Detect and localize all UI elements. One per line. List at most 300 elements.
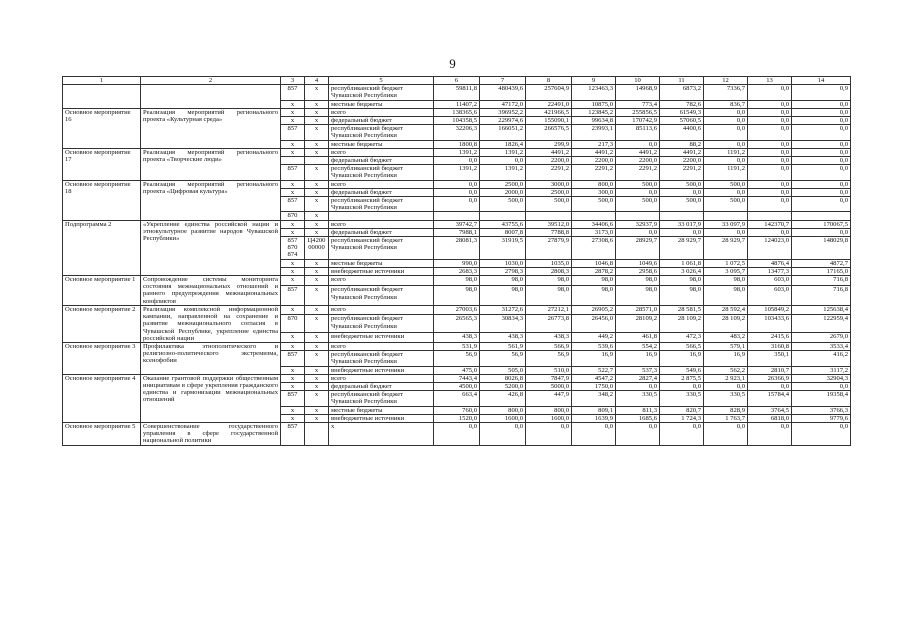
value-cell: 603,0 xyxy=(748,276,792,286)
value-cell: 0,0 xyxy=(748,180,792,188)
measure-title xyxy=(141,85,281,109)
value-cell: 0,0 xyxy=(660,228,704,236)
value-cell: 0,0 xyxy=(792,108,851,116)
value-cell: 2291,2 xyxy=(616,165,660,180)
value-cell: 426,8 xyxy=(480,391,526,406)
value-cell: 16,9 xyxy=(572,351,616,366)
value-cell: 809,1 xyxy=(572,406,616,414)
value-cell: 1600,0 xyxy=(480,414,526,422)
measure-name: Основное мероприятие 3 xyxy=(63,342,141,374)
value-cell: 1 061,8 xyxy=(660,259,704,267)
value-cell: 11407,2 xyxy=(434,100,480,108)
value-cell: 28571,0 xyxy=(616,305,660,315)
value-cell xyxy=(480,212,526,220)
measure-title: Оказание грантовой поддержки общественным инициативам в сфере укрепления гражданского единства и гармонизации межнациональных отношений xyxy=(141,374,281,422)
value-cell: 416,2 xyxy=(792,351,851,366)
table-row xyxy=(63,85,851,100)
measure-name: Основное мероприятие 5 xyxy=(63,422,141,445)
code-cell: 857 xyxy=(281,391,305,406)
value-cell: 396952,2 xyxy=(480,108,526,116)
value-cell: 1520,0 xyxy=(434,414,480,422)
value-cell: 98,0 xyxy=(572,286,616,305)
measure-name: Основное мероприятие 17 xyxy=(63,148,141,180)
source-cell: всего xyxy=(329,180,434,188)
column-header: 6 xyxy=(434,77,480,85)
value-cell xyxy=(526,212,572,220)
source-cell: внебюджетные источники xyxy=(329,366,434,374)
value-cell: 2200,0 xyxy=(572,157,616,165)
table-body xyxy=(63,85,851,445)
value-cell: 475,0 xyxy=(434,366,480,374)
value-cell: 23993,1 xyxy=(572,125,616,140)
value-cell: 579,1 xyxy=(704,342,748,350)
value-cell: 2878,2 xyxy=(572,267,616,275)
code-cell: х xyxy=(281,100,305,108)
value-cell: 0,0 xyxy=(748,117,792,125)
value-cell: 13477,3 xyxy=(748,267,792,275)
value-cell: 98,0 xyxy=(526,286,572,305)
value-cell: 142370,7 xyxy=(748,220,792,228)
code-cell: х xyxy=(305,374,329,382)
code-cell: х xyxy=(281,342,305,350)
source-cell: республиканский бюджет Чувашской Республики xyxy=(329,315,434,333)
value-cell: 2291,2 xyxy=(660,165,704,180)
value-cell: 1030,0 xyxy=(480,259,526,267)
value-cell: 461,8 xyxy=(616,333,660,343)
column-header: 9 xyxy=(572,77,616,85)
value-cell: 449,2 xyxy=(572,333,616,343)
budget-table xyxy=(62,76,851,446)
value-cell: 98,0 xyxy=(526,276,572,286)
source-cell: всего xyxy=(329,342,434,350)
value-cell: 500,0 xyxy=(660,197,704,212)
value-cell: 0,0 xyxy=(748,85,792,100)
value-cell: 716,8 xyxy=(792,276,851,286)
value-cell: 56,9 xyxy=(434,351,480,366)
code-cell: Ц4200 00000 xyxy=(305,237,329,260)
value-cell: 4491,2 xyxy=(616,148,660,156)
value-cell: 28929,7 xyxy=(616,237,660,260)
value-cell xyxy=(660,212,704,220)
value-cell: 9779,6 xyxy=(792,414,851,422)
value-cell: 1035,0 xyxy=(526,259,572,267)
code-cell: х xyxy=(305,212,329,220)
value-cell: 0,0 xyxy=(572,422,616,445)
value-cell: 0,0 xyxy=(792,382,851,390)
code-cell: х xyxy=(305,220,329,228)
value-cell: 27212,1 xyxy=(526,305,572,315)
value-cell: 2291,2 xyxy=(572,165,616,180)
value-cell: 123845,2 xyxy=(572,108,616,116)
value-cell: 0,0 xyxy=(748,382,792,390)
value-cell: 3 095,7 xyxy=(704,267,748,275)
measure-title: Реализация комплексной информационной кампании, направленной на сохранение и развитие межнационального согласия в Чувашской Республике, укрепление единства российской нации xyxy=(141,305,281,342)
value-cell: 88,2 xyxy=(660,140,704,148)
value-cell: 500,0 xyxy=(526,197,572,212)
value-cell: 800,0 xyxy=(572,180,616,188)
code-cell: 857 870 874 xyxy=(281,237,305,260)
value-cell: 483,2 xyxy=(704,333,748,343)
value-cell: 32937,9 xyxy=(616,220,660,228)
value-cell: 2679,0 xyxy=(792,333,851,343)
code-cell: х xyxy=(305,228,329,236)
value-cell: 800,0 xyxy=(526,406,572,414)
table-row xyxy=(63,305,851,315)
value-cell: 47172,0 xyxy=(480,100,526,108)
value-cell: 539,6 xyxy=(572,342,616,350)
value-cell: 348,2 xyxy=(572,391,616,406)
code-cell: 857 xyxy=(281,85,305,100)
value-cell: 1 072,5 xyxy=(704,259,748,267)
value-cell: 98,0 xyxy=(616,276,660,286)
code-cell: х xyxy=(281,220,305,228)
code-cell: х xyxy=(305,406,329,414)
value-cell: 531,9 xyxy=(434,342,480,350)
column-header: 10 xyxy=(616,77,660,85)
value-cell: 28 109,2 xyxy=(660,315,704,333)
value-cell: 2415,6 xyxy=(748,333,792,343)
code-cell: х xyxy=(305,180,329,188)
code-cell: х xyxy=(305,125,329,140)
value-cell: 1750,0 xyxy=(572,382,616,390)
value-cell: 0,0 xyxy=(792,140,851,148)
column-header: 7 xyxy=(480,77,526,85)
value-cell: 98,0 xyxy=(704,276,748,286)
value-cell: 98,0 xyxy=(480,286,526,305)
code-cell: х xyxy=(305,286,329,305)
value-cell: 98,0 xyxy=(704,286,748,305)
value-cell: 0,0 xyxy=(792,100,851,108)
table-row xyxy=(63,148,851,156)
value-cell: 3000,0 xyxy=(526,180,572,188)
value-cell: 98,0 xyxy=(616,286,660,305)
source-cell: республиканский бюджет Чувашской Республики xyxy=(329,351,434,366)
value-cell: 438,3 xyxy=(434,333,480,343)
measure-title: Сопровождение системы мониторинга состояния межнациональных отношений и раннего предупреждения межнациональных конфликтов xyxy=(141,276,281,306)
value-cell xyxy=(704,212,748,220)
code-cell: 857 xyxy=(281,351,305,366)
value-cell: 2200,0 xyxy=(526,157,572,165)
value-cell: 549,6 xyxy=(660,366,704,374)
code-cell: 857 xyxy=(281,197,305,212)
value-cell: 566,9 xyxy=(526,342,572,350)
source-cell: местные бюджеты xyxy=(329,259,434,267)
value-cell: 0,0 xyxy=(792,165,851,180)
value-cell: 7788,8 xyxy=(526,228,572,236)
value-cell: 330,5 xyxy=(616,391,660,406)
source-cell: всего xyxy=(329,148,434,156)
value-cell: 4491,2 xyxy=(572,148,616,156)
value-cell: 7336,7 xyxy=(704,85,748,100)
value-cell: 16,9 xyxy=(704,351,748,366)
value-cell: 0,0 xyxy=(748,422,792,445)
value-cell: 1600,0 xyxy=(526,414,572,422)
value-cell: 39742,7 xyxy=(434,220,480,228)
column-header: 12 xyxy=(704,77,748,85)
code-cell: х xyxy=(305,333,329,343)
value-cell: 0,0 xyxy=(748,100,792,108)
value-cell: 1191,2 xyxy=(704,148,748,156)
value-cell: 0,0 xyxy=(792,197,851,212)
code-cell: х xyxy=(281,414,305,422)
value-cell: 0,0 xyxy=(616,422,660,445)
column-header: 4 xyxy=(305,77,329,85)
value-cell: 0,0 xyxy=(748,140,792,148)
value-cell: 447,9 xyxy=(526,391,572,406)
value-cell: 0,0 xyxy=(480,157,526,165)
value-cell: 26366,9 xyxy=(748,374,792,382)
value-cell: 2 875,5 xyxy=(660,374,704,382)
value-cell: 561,9 xyxy=(480,342,526,350)
value-cell: 663,4 xyxy=(434,391,480,406)
value-cell: 0,0 xyxy=(792,180,851,188)
value-cell: 3 026,4 xyxy=(660,267,704,275)
code-cell: х xyxy=(281,108,305,116)
value-cell: 5200,0 xyxy=(480,382,526,390)
column-header: 3 xyxy=(281,77,305,85)
code-cell: х xyxy=(305,108,329,116)
measure-title: Профилактика этнополитического и религиозно-политического экстремизма, ксенофобии xyxy=(141,342,281,374)
value-cell: 0,0 xyxy=(660,382,704,390)
value-cell: 56,9 xyxy=(480,351,526,366)
value-cell: 500,0 xyxy=(480,197,526,212)
value-cell: 0,0 xyxy=(792,125,851,140)
value-cell: 31919,5 xyxy=(480,237,526,260)
value-cell: 125638,4 xyxy=(792,305,851,315)
measure-name: Основное мероприятие 2 xyxy=(63,305,141,342)
code-cell: х xyxy=(305,267,329,275)
code-cell: х xyxy=(305,305,329,315)
value-cell: 0,0 xyxy=(748,165,792,180)
value-cell: 5000,0 xyxy=(526,382,572,390)
column-header: 11 xyxy=(660,77,704,85)
value-cell: 257604,9 xyxy=(526,85,572,100)
value-cell: 99634,8 xyxy=(572,117,616,125)
code-cell: х xyxy=(281,117,305,125)
value-cell: 138365,6 xyxy=(434,108,480,116)
value-cell: 0,0 xyxy=(748,228,792,236)
value-cell: 300,0 xyxy=(572,188,616,196)
value-cell: 0,0 xyxy=(748,188,792,196)
value-cell: 522,7 xyxy=(572,366,616,374)
value-cell: 123463,3 xyxy=(572,85,616,100)
value-cell: 2827,4 xyxy=(616,374,660,382)
source-cell xyxy=(329,212,434,220)
code-cell xyxy=(281,157,305,165)
value-cell: 2798,3 xyxy=(480,267,526,275)
value-cell: 2 923,1 xyxy=(704,374,748,382)
value-cell: 480439,6 xyxy=(480,85,526,100)
value-cell: 562,2 xyxy=(704,366,748,374)
value-cell: 0,0 xyxy=(792,228,851,236)
value-cell: 229974,6 xyxy=(480,117,526,125)
value-cell: 148029,8 xyxy=(792,237,851,260)
value-cell: 3117,2 xyxy=(792,366,851,374)
source-cell: всего xyxy=(329,108,434,116)
value-cell: 3533,4 xyxy=(792,342,851,350)
value-cell: 554,2 xyxy=(616,342,660,350)
table-row xyxy=(63,374,851,382)
value-cell: 0,0 xyxy=(748,108,792,116)
value-cell: 217,3 xyxy=(572,140,616,148)
value-cell: 500,0 xyxy=(572,197,616,212)
value-cell: 26565,3 xyxy=(434,315,480,333)
value-cell: 1 724,3 xyxy=(660,414,704,422)
value-cell: 1391,2 xyxy=(434,165,480,180)
value-cell: 22491,0 xyxy=(526,100,572,108)
value-cell: 33 017,9 xyxy=(660,220,704,228)
source-cell: республиканский бюджет Чувашской Республики xyxy=(329,197,434,212)
value-cell xyxy=(748,212,792,220)
code-cell: х xyxy=(281,188,305,196)
value-cell: 2500,0 xyxy=(526,188,572,196)
header-row xyxy=(63,77,851,85)
value-cell: 1685,6 xyxy=(616,414,660,422)
column-header: 5 xyxy=(329,77,434,85)
value-cell: 155090,1 xyxy=(526,117,572,125)
value-cell: 31272,6 xyxy=(480,305,526,315)
value-cell: 3766,3 xyxy=(792,406,851,414)
value-cell: 28109,2 xyxy=(616,315,660,333)
value-cell: 34406,6 xyxy=(572,220,616,228)
value-cell: 7988,1 xyxy=(434,228,480,236)
value-cell: 28 592,4 xyxy=(704,305,748,315)
value-cell: 122959,4 xyxy=(792,315,851,333)
value-cell: 19358,4 xyxy=(792,391,851,406)
value-cell: 10875,0 xyxy=(572,100,616,108)
code-cell: х xyxy=(305,197,329,212)
source-cell: всего xyxy=(329,374,434,382)
value-cell: 0,0 xyxy=(792,157,851,165)
table-row xyxy=(63,276,851,286)
value-cell: 33 097,9 xyxy=(704,220,748,228)
value-cell: 0,0 xyxy=(616,140,660,148)
value-cell: 2200,0 xyxy=(660,157,704,165)
value-cell: 14968,9 xyxy=(616,85,660,100)
value-cell: 28081,3 xyxy=(434,237,480,260)
value-cell: 0,0 xyxy=(704,157,748,165)
code-cell: х xyxy=(305,117,329,125)
code-cell: х xyxy=(305,351,329,366)
value-cell: 170742,9 xyxy=(616,117,660,125)
value-cell: 990,0 xyxy=(434,259,480,267)
value-cell: 0,0 xyxy=(792,117,851,125)
measure-name: Основное мероприятие 1 xyxy=(63,276,141,306)
source-cell: внебюджетные источники xyxy=(329,414,434,422)
value-cell: 2683,3 xyxy=(434,267,480,275)
value-cell: 1049,6 xyxy=(616,259,660,267)
code-cell: х xyxy=(305,276,329,286)
value-cell: 716,8 xyxy=(792,286,851,305)
code-cell: х xyxy=(281,382,305,390)
value-cell: 85113,6 xyxy=(616,125,660,140)
value-cell: 8026,8 xyxy=(480,374,526,382)
code-cell: х xyxy=(305,414,329,422)
source-cell: республиканский бюджет Чувашской Республики xyxy=(329,165,434,180)
value-cell: 0,0 xyxy=(704,108,748,116)
value-cell: 8007,8 xyxy=(480,228,526,236)
code-cell: х xyxy=(305,85,329,100)
value-cell: 0,0 xyxy=(792,422,851,445)
value-cell: 330,5 xyxy=(660,391,704,406)
measure-title: «Укрепление единства российской нации и этнокультурное развитие народов Чувашской Республики» xyxy=(141,220,281,275)
value-cell: 98,0 xyxy=(480,276,526,286)
code-cell: х xyxy=(281,333,305,343)
code-cell: х xyxy=(281,267,305,275)
value-cell: 0,9 xyxy=(792,85,851,100)
value-cell: 1639,9 xyxy=(572,414,616,422)
source-cell: всего xyxy=(329,305,434,315)
value-cell: 0,0 xyxy=(660,188,704,196)
column-header: 2 xyxy=(141,77,281,85)
value-cell: 1 763,7 xyxy=(704,414,748,422)
value-cell: 3160,8 xyxy=(748,342,792,350)
column-header: 14 xyxy=(792,77,851,85)
value-cell: 98,0 xyxy=(434,276,480,286)
value-cell: 500,0 xyxy=(616,197,660,212)
value-cell: 16,9 xyxy=(616,351,660,366)
value-cell: 124023,0 xyxy=(748,237,792,260)
value-cell: 1826,4 xyxy=(480,140,526,148)
value-cell: 0,0 xyxy=(704,422,748,445)
value-cell: 30834,3 xyxy=(480,315,526,333)
value-cell: 836,7 xyxy=(704,100,748,108)
table-row xyxy=(63,220,851,228)
value-cell: 4491,2 xyxy=(660,148,704,156)
code-cell: х xyxy=(281,305,305,315)
value-cell: 4491,2 xyxy=(526,148,572,156)
code-cell: х xyxy=(281,374,305,382)
value-cell: 773,4 xyxy=(616,100,660,108)
code-cell: 870 xyxy=(281,315,305,333)
code-cell: 857 xyxy=(281,286,305,305)
measure-name xyxy=(63,85,141,109)
value-cell: 472,3 xyxy=(660,333,704,343)
source-cell: республиканский бюджет Чувашской Республики xyxy=(329,286,434,305)
value-cell: 0,0 xyxy=(434,197,480,212)
value-cell: 0,0 xyxy=(704,382,748,390)
value-cell: 16,9 xyxy=(660,351,704,366)
value-cell: 98,0 xyxy=(572,276,616,286)
value-cell: 0,0 xyxy=(748,125,792,140)
table-row xyxy=(63,342,851,350)
value-cell: 438,3 xyxy=(526,333,572,343)
source-cell: республиканский бюджет Чувашской Республики xyxy=(329,391,434,406)
value-cell: 1046,8 xyxy=(572,259,616,267)
code-cell: 857 xyxy=(281,125,305,140)
code-cell: х xyxy=(305,342,329,350)
value-cell: 57060,5 xyxy=(660,117,704,125)
value-cell: 4872,7 xyxy=(792,259,851,267)
value-cell: 0,0 xyxy=(434,157,480,165)
value-cell xyxy=(616,212,660,220)
value-cell: 0,0 xyxy=(748,148,792,156)
column-header: 8 xyxy=(526,77,572,85)
value-cell: 28 929,7 xyxy=(660,237,704,260)
value-cell: 266576,5 xyxy=(526,125,572,140)
measure-title: Совершенствование государственного управления в сфере государственной национальной политики xyxy=(141,422,281,445)
code-cell: х xyxy=(305,140,329,148)
value-cell: 7847,9 xyxy=(526,374,572,382)
value-cell: 537,3 xyxy=(616,366,660,374)
code-cell: х xyxy=(281,406,305,414)
value-cell xyxy=(434,212,480,220)
measure-name: Основное мероприятие 16 xyxy=(63,108,141,148)
source-cell: внебюджетные источники xyxy=(329,267,434,275)
code-cell: 857 xyxy=(281,165,305,180)
value-cell: 98,0 xyxy=(660,276,704,286)
value-cell: 6818,0 xyxy=(748,414,792,422)
